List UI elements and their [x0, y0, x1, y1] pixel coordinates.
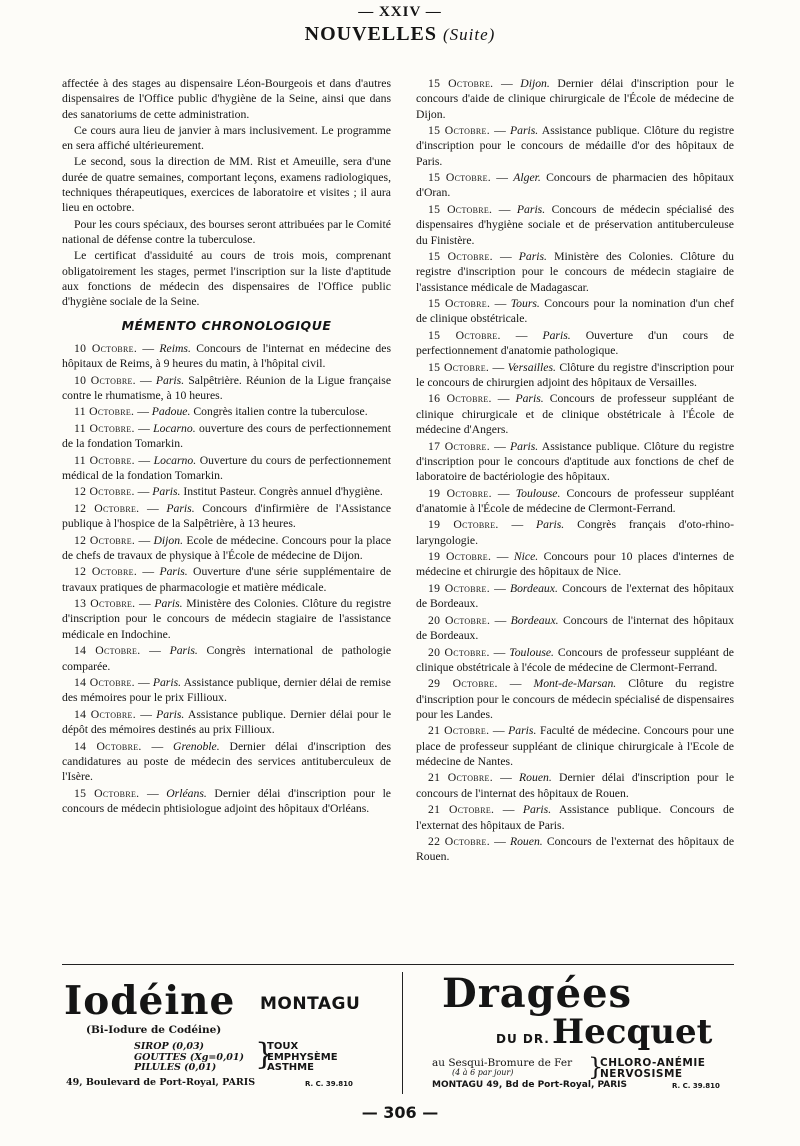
entry-place: Dijon. — [153, 533, 184, 547]
entry-place: Nice. — [513, 550, 539, 564]
memento-entry: 19 Octobre. — Paris. Congrès français d'oto-rhino-laryngologie. — [416, 518, 735, 547]
title-text: NOUVELLES — [304, 23, 438, 45]
ad-indication: ASTHME — [267, 1062, 314, 1073]
entry-date: 15 Octobre. — [428, 360, 490, 374]
entry-place: Paris. — [166, 501, 195, 515]
entry-place: Paris. — [155, 373, 185, 387]
memento-entry: 12 Octobre. — Paris. Institut Pasteur. Congrès annuel d'hygiène. — [74, 485, 383, 499]
entry-place: Paris. — [515, 392, 544, 406]
entry-text: Ministère des Colonies. Clôture du registre d'inscription pour le concours de médecin stagiaire de l'assistance médicale de Madagascar. — [416, 250, 735, 294]
entry-place: Mont-de-Marsan. — [533, 677, 617, 691]
entry-text: Assistance publique. Concours de l'externat des hôpitaux de Paris. — [416, 803, 735, 832]
entry-text: Assistance publique. Clôture du registre d'inscription pour le concours d'aptitude aux fonctions de chef de laboratoire de bactériologie des hôpitaux. — [416, 439, 735, 484]
entry-date: 14 Octobre. — [74, 739, 142, 753]
entry-text: Concours pour 10 places d'internes de médecine et chirurgie des hôpitaux de Nice. — [416, 550, 735, 579]
ad-address: 49, Boulevard de Port-Royal, PARIS — [66, 1077, 256, 1088]
entry-date: 13 Octobre. — [74, 597, 136, 611]
entry-place: Padoue. — [151, 405, 191, 419]
entry-date: 17 Octobre. — [428, 439, 490, 453]
page-number: — 306 — — [361, 1103, 439, 1122]
ad-indication: CHLORO-ANÉMIE — [600, 1057, 706, 1069]
entry-date: 15 Octobre. — [428, 297, 491, 311]
entry-date: 11 Octobre. — [74, 405, 135, 419]
horizontal-divider — [62, 964, 734, 965]
entry-date: 29 Octobre. — [428, 677, 498, 691]
entry-date: 20 Octobre. — [428, 613, 491, 627]
entry-text: Congrès français d'oto-rhino-laryngologie. — [416, 518, 735, 547]
entry-place: Dijon. — [520, 77, 550, 90]
entry-place: Paris. — [509, 124, 539, 138]
memento-entry: 14 Octobre. — Paris. Assistance publique, dernier délai de remise des mémoires pour le prix Fillioux. — [62, 676, 391, 705]
entry-text: Concours de l'internat des hôpitaux de Bordeaux. — [416, 613, 734, 643]
entry-place: Rouen. — [519, 771, 552, 785]
ad-form-item: SIROP (0,03) — [134, 1041, 205, 1052]
entry-text: Clôture du registre d'inscription pour le concours de médecin spécialisé de dispensaires pour les Landes. — [416, 677, 735, 721]
brace-glyph: } — [588, 1053, 604, 1081]
entry-date: 16 Octobre. — [428, 392, 492, 406]
entry-place: Tours. — [510, 297, 540, 311]
memento-entry: 14 Octobre. — Grenoble. Dernier délai d'inscription des candidatures au poste de médecin des services antituberculeux de l'Isère. — [62, 739, 392, 784]
memento-entry: 19 Octobre. — Bordeaux. Concours de l'externat des hôpitaux de Bordeaux. — [416, 581, 735, 611]
paragraph: affectée à des stages au dispensaire Léon-Bourgeois et dans d'autres dispensaires de l'Office public d'hygiène de la Seine, ainsi que dans des sanatoriums de cette administration. — [62, 77, 391, 121]
vertical-divider — [402, 972, 403, 1094]
entry-place: Bordeaux. — [509, 581, 558, 595]
entry-date: 10 Octobre. — [74, 341, 138, 355]
memento-entry: 19 Octobre. — Nice. Concours pour 10 places d'internes de médecine et chirurgie des hôpitaux de Nice. — [416, 550, 735, 579]
entry-place: Orléans. — [166, 786, 207, 800]
memento-entry: 16 Octobre. — Paris. Concours de professeur suppléant de clinique chirurgicale et de clinique obstétricale à l'École de médecine d'Angers. — [416, 392, 735, 437]
memento-entry: 15 Octobre. — Versailles. Clôture du registre d'inscription pour le concours de chirurgien adjoint des hôpitaux de Versailles. — [416, 360, 735, 389]
memento-entry: 15 Octobre. — Dijon. Dernier délai d'inscription pour le concours d'aide de clinique chirurgicale de l'École de médecine de Dijon. — [416, 77, 735, 121]
entry-date: 15 Octobre. — [428, 171, 492, 185]
entry-text: Assistance publique, dernier délai de remise des mémoires pour le prix Fillioux. — [62, 676, 391, 705]
entry-date: 21 Octobre. — [428, 771, 493, 785]
entry-place: Grenoble. — [173, 739, 220, 753]
entry-text: Institut Pasteur. Congrès annuel d'hygiène. — [183, 485, 383, 499]
memento-entry: 15 Octobre. — Paris. Assistance publique. Clôture du registre d'inscription pour le concours de médaille d'or des hôpitaux de Paris. — [416, 124, 735, 168]
entry-place: Reims. — [159, 341, 191, 355]
page-header — [0, 4, 800, 46]
ad-registration: R. C. 39.810 — [305, 1080, 353, 1088]
memento-entry: 12 Octobre. — Dijon. Ecole de médecine. Concours pour la place de chefs de travaux de physique à l'École de médecine de Dijon. — [62, 533, 392, 562]
entry-place: Locarno. — [153, 421, 196, 435]
ad-brand-name: Iodéine — [64, 978, 236, 1024]
memento-entry: 21 Octobre. — Paris. Faculté de médecine. Concours pour une place de professeur suppléant de clinique chirurgicale à l'Ecole de médecine de Nantes. — [416, 724, 734, 768]
memento-entry: 10 Octobre. — Paris. Salpêtrière. Réunion de la Ligue française contre le rhumatisme, à 10 heures. — [62, 373, 392, 402]
title-suite: (Suite) — [443, 25, 496, 44]
brace-glyph: } — [255, 1037, 275, 1072]
entry-place: Paris. — [518, 250, 547, 264]
memento-entry: 20 Octobre. — Bordeaux. Concours de l'internat des hôpitaux de Bordeaux. — [416, 613, 734, 643]
advertisement-dragees — [416, 972, 734, 1094]
paragraph: Le certificat d'assiduité au cours de trois mois, comprenant obligatoirement les stages, permet l'inscription sur la liste d'aptitude aux fonctions de médecin des dispensaires de l'Office public d'hygiène sociale de la Seine. — [62, 249, 391, 309]
entry-place: Paris. — [169, 644, 198, 658]
memento-entry: 15 Octobre. — Orléans. Dernier délai d'inscription pour le concours de médecin phtisiologue adjoint des hôpitaux d'Orléans. — [62, 786, 391, 815]
entry-date: 22 Octobre. — [428, 835, 490, 848]
ad-address: MONTAGU 49, Bd de Port-Royal, PARIS — [432, 1080, 628, 1090]
entry-place: Paris. — [535, 518, 565, 532]
entry-place: Paris. — [508, 724, 537, 738]
ad-composition: au Sesqui-Bromure de Fer — [432, 1057, 573, 1069]
entry-date: 11 Octobre. — [74, 421, 135, 435]
entry-text: Concours de l'externat des hôpitaux de Bordeaux. — [416, 581, 735, 611]
memento-entry: 15 Octobre. — Paris. Ministère des Colonies. Clôture du registre d'inscription pour le concours de médecin stagiaire de l'assistance médicale de Madagascar. — [416, 250, 735, 294]
memento-entry: 12 Octobre. — Paris. Concours d'infirmière de l'Assistance publique à l'hospice de la Salpêtrière, à 13 heures. — [62, 501, 392, 531]
entry-text: Salpêtrière. Réunion de la Ligue française contre le rhumatisme, à 10 heures. — [62, 373, 392, 402]
entry-text: Congrès international de pathologie comparée. — [62, 644, 392, 673]
ad-indication: TOUX — [267, 1041, 299, 1052]
memento-entry: 14 Octobre. — Paris. Congrès international de pathologie comparée. — [62, 644, 392, 673]
entry-date: 12 Octobre. — [74, 485, 135, 499]
memento-entry: 13 Octobre. — Paris. Ministère des Colonies. Clôture du registre d'inscription pour le concours de médecin stagiaire de l'assistance médicale en Indochine. — [62, 597, 392, 641]
entry-text: Concours pour la nomination d'un chef de clinique obstétricale. — [416, 297, 735, 326]
memento-entry: 11 Octobre. — Padoue. Congrès italien contre la tuberculose. — [74, 405, 368, 419]
entry-text: Dernier délai d'inscription des candidatures au poste de médecin des services antituberculeux de l'Isère. — [62, 739, 392, 784]
entry-date: 12 Octobre. — [74, 501, 140, 515]
memento-entry: 10 Octobre. — Reims. Concours de l'internat en médecine des hôpitaux de Reims, à 9 heures du matin, à l'hôpital civil. — [62, 341, 392, 371]
memento-entry: 19 Octobre. — Toulouse. Concours de professeur suppléant d'anatomie à l'École de médecine de Clermont-Ferrand. — [416, 486, 735, 515]
right-column — [416, 76, 734, 866]
ad-form-item: PILULES (0,01) — [134, 1062, 217, 1073]
memento-entry: 15 Octobre. — Alger. Concours de pharmacien des hôpitaux d'Oran. — [416, 171, 734, 200]
entry-text: Concours d'infirmière de l'Assistance publique à l'hospice de la Salpêtrière, à 13 heures. — [62, 501, 392, 531]
entry-date: 14 Octobre. — [74, 676, 135, 690]
ad-doctor-name: Hecquet — [552, 1012, 713, 1052]
entry-date: 15 Octobre. — [428, 328, 501, 342]
entry-text: Dernier délai d'inscription pour le concours de médecin phtisiologue adjoint des hôpitaux d'Orléans. — [62, 786, 391, 815]
entry-place: Paris. — [154, 597, 183, 611]
entry-place: Paris. — [542, 328, 571, 342]
entry-text: Congrès italien contre la tuberculose. — [193, 405, 368, 419]
entry-text: ouverture des cours de perfectionnement de la fondation Tomarkin. — [62, 421, 391, 451]
entry-text: Dernier délai d'inscription pour le concours d'aide de clinique chirurgicale de l'École de médecine de Dijon. — [416, 77, 735, 121]
entry-place: Rouen. — [509, 835, 543, 848]
entry-date: 12 Octobre. — [74, 533, 136, 547]
entry-place: Paris. — [152, 676, 182, 690]
entry-place: Paris. — [522, 803, 552, 817]
entry-date: 15 Octobre. — [428, 250, 493, 264]
entry-place: Paris. — [152, 485, 181, 499]
advertisement-iodeine — [62, 974, 392, 1094]
entry-text: Concours de l'externat des hôpitaux de Rouen. — [416, 835, 735, 864]
left-column — [62, 76, 391, 817]
entry-text: Concours de professeur suppléant d'anatomie à l'École de médecine de Clermont-Ferrand. — [416, 486, 735, 515]
ad-forms-list — [134, 1042, 244, 1074]
memento-entry: 21 Octobre. — Paris. Assistance publique. Concours de l'externat des hôpitaux de Paris. — [416, 803, 735, 832]
ad-indications — [600, 1058, 705, 1080]
entry-place: Toulouse. — [515, 486, 561, 500]
entry-date: 14 Octobre. — [74, 707, 136, 721]
memento-entry: 12 Octobre. — Paris. Ouverture d'une série supplémentaire de travaux pratiques de pharmacologie et matière médicale. — [62, 565, 392, 594]
memento-entry: 15 Octobre. — Tours. Concours pour la nomination d'un chef de clinique obstétricale. — [416, 297, 735, 326]
memento-entry: 22 Octobre. — Rouen. Concours de l'externat des hôpitaux de Rouen. — [416, 835, 735, 864]
entry-place: Paris. — [159, 565, 188, 579]
entry-date: 14 Octobre. — [74, 644, 141, 658]
entry-text: Dernier délai d'inscription pour le concours de l'internat des hôpitaux de Rouen. — [416, 771, 735, 800]
paragraph: Ce cours aura lieu de janvier à mars inclusivement. Le programme en sera affiché ultérieurement. — [62, 123, 391, 153]
ad-subtitle: (Bi-Iodure de Codéine) — [86, 1024, 222, 1036]
ad-maker-name: MONTAGU — [260, 994, 361, 1014]
memento-entry: 20 Octobre. — Toulouse. Concours de professeur suppléant de clinique obstétricale à l'école de médecine de Clermont-Ferrand. — [416, 645, 734, 674]
entry-text: Assistance publique. Dernier délai pour le dépôt des mémoires destinés au prix Fillioux. — [62, 707, 392, 737]
entry-place: Paris. — [509, 439, 539, 453]
entry-date: 20 Octobre. — [428, 645, 490, 659]
entry-date: 15 Octobre. — [428, 124, 490, 138]
memento-list-right — [416, 76, 734, 865]
memento-entry: 11 Octobre. — Locarno. Ouverture du cours de perfectionnement médical de la fondation Tomarkin. — [62, 453, 391, 482]
memento-entry: 15 Octobre. — Paris. Ouverture d'un cours de perfectionnement d'anatomie pathologique. — [416, 328, 735, 358]
entry-place: Alger. — [513, 171, 541, 185]
entry-text: Concours de professeur suppléant de clinique chirurgicale et de clinique obstétricale à l'École de médecine d'Angers. — [416, 392, 735, 437]
entry-text: Concours de professeur suppléant de clinique obstétricale à l'école de médecine de Clermont-Ferrand. — [416, 645, 734, 674]
entry-text: Ministère des Colonies. Clôture du registre d'inscription pour le concours de médecin stagiaire de l'assistance médicale en Indochine. — [62, 597, 392, 641]
ad-indications — [267, 1042, 338, 1074]
entry-place: Bordeaux. — [510, 613, 559, 627]
entry-text: Concours de pharmacien des hôpitaux d'Oran. — [416, 171, 734, 200]
paragraph: Pour les cours spéciaux, des bourses seront attribuées par le Comité national de défense contre la tuberculose. — [62, 217, 391, 246]
entry-place: Paris. — [156, 707, 185, 721]
ad-form-item: GOUTTES (Xg=0,01) — [134, 1051, 244, 1063]
memento-entry: 21 Octobre. — Rouen. Dernier délai d'inscription pour le concours de l'internat des hôpitaux de Rouen. — [416, 771, 735, 800]
entry-text: Ouverture du cours de perfectionnement médical de la fondation Tomarkin. — [62, 453, 391, 482]
entry-date: 10 Octobre. — [74, 373, 136, 387]
entry-text: Ouverture d'une série supplémentaire de travaux pratiques de pharmacologie et matière médicale. — [62, 565, 392, 594]
entry-text: Faculté de médecine. Concours pour une place de professeur suppléant de clinique chirurgicale à l'Ecole de médecine de Nantes. — [416, 724, 734, 768]
ad-dosage: (4 à 6 par jour) — [452, 1068, 514, 1077]
entry-date: 19 Octobre. — [428, 581, 490, 595]
roman-page-number: — XXIV — — [358, 4, 442, 20]
entry-place: Versailles. — [507, 360, 556, 374]
entry-date: 21 Octobre. — [428, 803, 495, 817]
memento-entry: 29 Octobre. — Mont-de-Marsan. Clôture du registre d'inscription pour le concours de médecin spécialisé de dispensaires pour les Landes. — [416, 677, 735, 721]
entry-place: Locarno. — [153, 453, 197, 467]
paragraph: Le second, sous la direction de MM. Rist et Ameuille, sera d'une durée de quatre semaines, comportant leçons, examens radiologiques, techniques thérapeutiques, exercices de laboratoire et visites ; il aura lieu en octobre. — [62, 155, 391, 215]
entry-text: Ecole de médecine. Concours pour la place de chefs de travaux de physique à l'École de médecine de Dijon. — [62, 533, 392, 562]
ad-indication: EMPHYSÈME — [267, 1051, 338, 1063]
entry-date: 15 Octobre. — [74, 786, 140, 800]
entry-text: Concours de l'internat en médecine des hôpitaux de Reims, à 9 heures du matin, à l'hôpital civil. — [62, 341, 392, 371]
ad-registration: R. C. 39.810 — [672, 1082, 720, 1090]
entry-date: 19 Octobre. — [428, 518, 499, 532]
entry-text: Ouverture d'un cours de perfectionnement d'anatomie pathologique. — [416, 328, 735, 358]
memento-entry: 17 Octobre. — Paris. Assistance publique. Clôture du registre d'inscription pour le concours d'aptitude aux fonctions de chef de laboratoire de bactériologie des hôpitaux. — [416, 439, 735, 484]
memento-list-left — [62, 341, 391, 817]
page-title — [0, 23, 800, 46]
memento-entry: 15 Octobre. — Paris. Concours de médecin spécialisé des dispensaires d'hygiène sociale et de préservation antituberculeuse du Finistère. — [416, 202, 734, 247]
entry-date: 19 Octobre. — [428, 486, 492, 500]
entry-place: Toulouse. — [509, 645, 554, 659]
entry-date: 11 Octobre. — [74, 453, 135, 467]
memento-heading: MÉMENTO CHRONOLOGIQUE — [121, 318, 332, 334]
entry-date: 21 Octobre. — [428, 724, 490, 738]
ad-brand-name: Dragées — [442, 970, 633, 1017]
entry-date: 19 Octobre. — [428, 550, 492, 564]
ad-du-dr: DU DR. — [496, 1032, 550, 1046]
entry-date: 12 Octobre. — [74, 565, 138, 579]
memento-entry: 11 Octobre. — Locarno. ouverture des cours de perfectionnement de la fondation Tomarkin. — [62, 421, 391, 451]
entry-text: Assistance publique. Clôture du registre d'inscription pour le concours de médaille d'or des hôpitaux de Paris. — [416, 124, 735, 168]
entry-place: Paris. — [516, 202, 546, 216]
memento-entry: 14 Octobre. — Paris. Assistance publique. Dernier délai pour le dépôt des mémoires destinés au prix Fillioux. — [62, 707, 392, 737]
entry-text: Clôture du registre d'inscription pour le concours de chirurgien adjoint des hôpitaux de Versailles. — [416, 360, 735, 389]
ad-indication: NERVOSISME — [600, 1068, 683, 1080]
entry-date: 15 Octobre. — [428, 202, 493, 216]
entry-text: Concours de médecin spécialisé des dispensaires d'hygiène sociale et de préservation antituberculeuse du Finistère. — [416, 202, 734, 247]
entry-date: 15 Octobre. — [428, 77, 494, 90]
